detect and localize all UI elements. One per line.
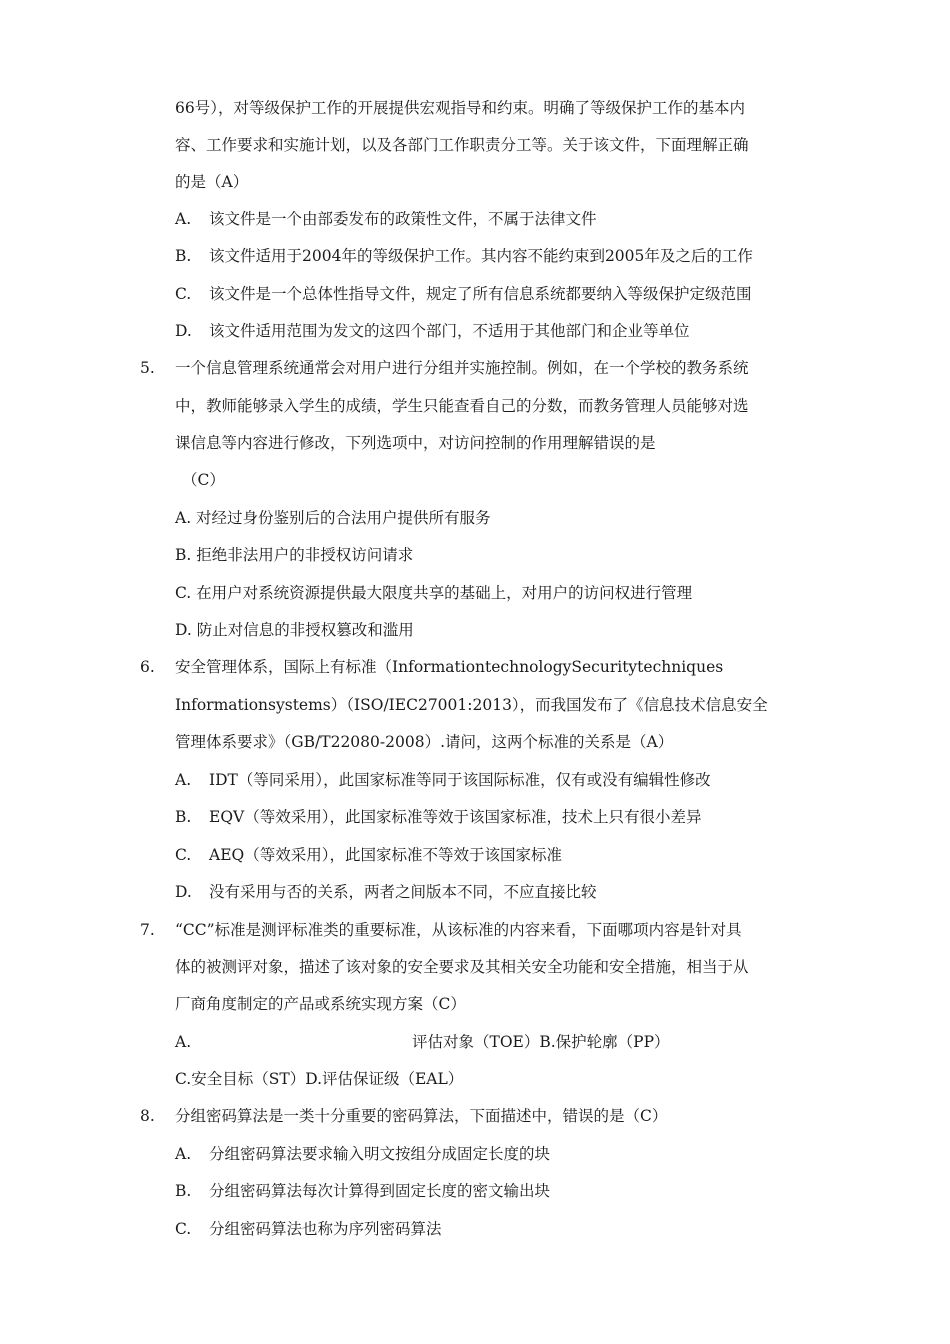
q4-option-c [175, 284, 752, 304]
q7-option-a-marker: A. [175, 1033, 192, 1051]
q5-text-line-2: 中，教师能够录入学生的成绩，学生只能查看自己的分数，而教务管理人员能够对选 [175, 397, 749, 415]
q7-text-line-1: “CC”标准是测评标准类的重要标准，从该标准的内容来看，下面哪项内容是针对具 [175, 921, 742, 939]
q6-text-line-2: Informationsystems）（ISO/IEC27001:2013），而我国发布了《信息技术信息安全 [175, 696, 768, 714]
q6-option-b [175, 807, 701, 827]
option-text: 该文件是一个总体性指导文件，规定了所有信息系统都要纳入等级保护定级范围 [209, 285, 752, 303]
q8-option-c [175, 1219, 442, 1239]
q5-option-c: C. 在用户对系统资源提供最大限度共享的基础上，对用户的访问权进行管理 [175, 584, 693, 602]
option-marker: C. [175, 1220, 192, 1238]
option-text: AEQ（等效采用），此国家标准不等效于该国家标准 [209, 846, 562, 864]
q4-option-d [175, 321, 690, 341]
option-text: EQV（等效采用），此国家标准等效于该国家标准，技术上只有很小差异 [209, 808, 702, 826]
option-marker: D. [175, 322, 192, 340]
q5-number: 5. [140, 359, 155, 377]
q4-text-line-1: 66号），对等级保护工作的开展提供宏观指导和约束。明确了等级保护工作的基本内 [175, 99, 745, 117]
option-text: 分组密码算法每次计算得到固定长度的密文输出块 [209, 1182, 551, 1200]
option-marker: D. [175, 883, 192, 901]
q5-answer: （C） [182, 471, 225, 489]
q7-options-cd: C.安全目标（ST）D.评估保证级（EAL） [175, 1070, 464, 1088]
q8-option-b [175, 1181, 550, 1201]
q6-number: 6. [140, 658, 155, 676]
option-text: 分组密码算法要求输入明文按组分成固定长度的块 [209, 1145, 551, 1163]
q8-number: 8. [140, 1107, 155, 1125]
q4-text-line-2: 容、工作要求和实施计划，以及各部门工作职责分工等。关于该文件，下面理解正确 [175, 136, 749, 154]
q7-number: 7. [140, 921, 155, 939]
option-marker: A. [175, 1145, 192, 1163]
option-marker: B. [175, 1182, 192, 1200]
q5-option-b: B. 拒绝非法用户的非授权访问请求 [175, 546, 414, 564]
option-marker: A. [175, 771, 192, 789]
q5-text-line-1: 一个信息管理系统通常会对用户进行分组并实施控制。例如，在一个学校的教务系统 [175, 359, 749, 377]
option-marker: C. [175, 285, 192, 303]
q7-options-ab: 评估对象（TOE）B.保护轮廓（PP） [412, 1033, 670, 1051]
option-text: 该文件是一个由部委发布的政策性文件，不属于法律文件 [209, 210, 597, 228]
q6-option-a [175, 770, 711, 790]
q6-text-line-1: 安全管理体系，国际上有标准（InformationtechnologySecuritytechniques [175, 658, 724, 676]
q4-text-line-3: 的是（A） [175, 173, 249, 191]
option-text: 该文件适用于2004年的等级保护工作。其内容不能约束到2005年及之后的工作 [209, 247, 753, 265]
q7-text-line-2: 体的被测评对象，描述了该对象的安全要求及其相关安全功能和安全措施，相当于从 [175, 958, 749, 976]
option-text: IDT（等同采用），此国家标准等同于该国际标准，仅有或没有编辑性修改 [209, 771, 711, 789]
q6-option-d [175, 882, 597, 902]
option-marker: B. [175, 808, 192, 826]
q7-text-line-3: 厂商角度制定的产品或系统实现方案（C） [175, 995, 466, 1013]
q5-text-line-3: 课信息等内容进行修改，下列选项中，对访问控制的作用理解错误的是 [175, 434, 656, 452]
option-marker: B. [175, 247, 192, 265]
option-text: 该文件适用范围为发文的这四个部门，不适用于其他部门和企业等单位 [209, 322, 690, 340]
option-marker: A. [175, 210, 192, 228]
q5-option-d: D. 防止对信息的非授权篡改和滥用 [175, 621, 414, 639]
q6-text-line-3: 管理体系要求》（GB/T22080-2008）.请问，这两个标准的关系是（A） [175, 733, 674, 751]
q8-text-line-1: 分组密码算法是一类十分重要的密码算法，下面描述中，错误的是（C） [175, 1107, 668, 1125]
q8-option-a [175, 1144, 550, 1164]
q5-option-a: A. 对经过身份鉴别后的合法用户提供所有服务 [175, 509, 491, 527]
q4-option-b [175, 246, 753, 266]
q6-option-c [175, 845, 562, 865]
q4-option-a [175, 209, 597, 229]
option-marker: C. [175, 846, 192, 864]
option-text: 没有采用与否的关系，两者之间版本不同，不应直接比较 [209, 883, 597, 901]
option-text: 分组密码算法也称为序列密码算法 [209, 1220, 442, 1238]
